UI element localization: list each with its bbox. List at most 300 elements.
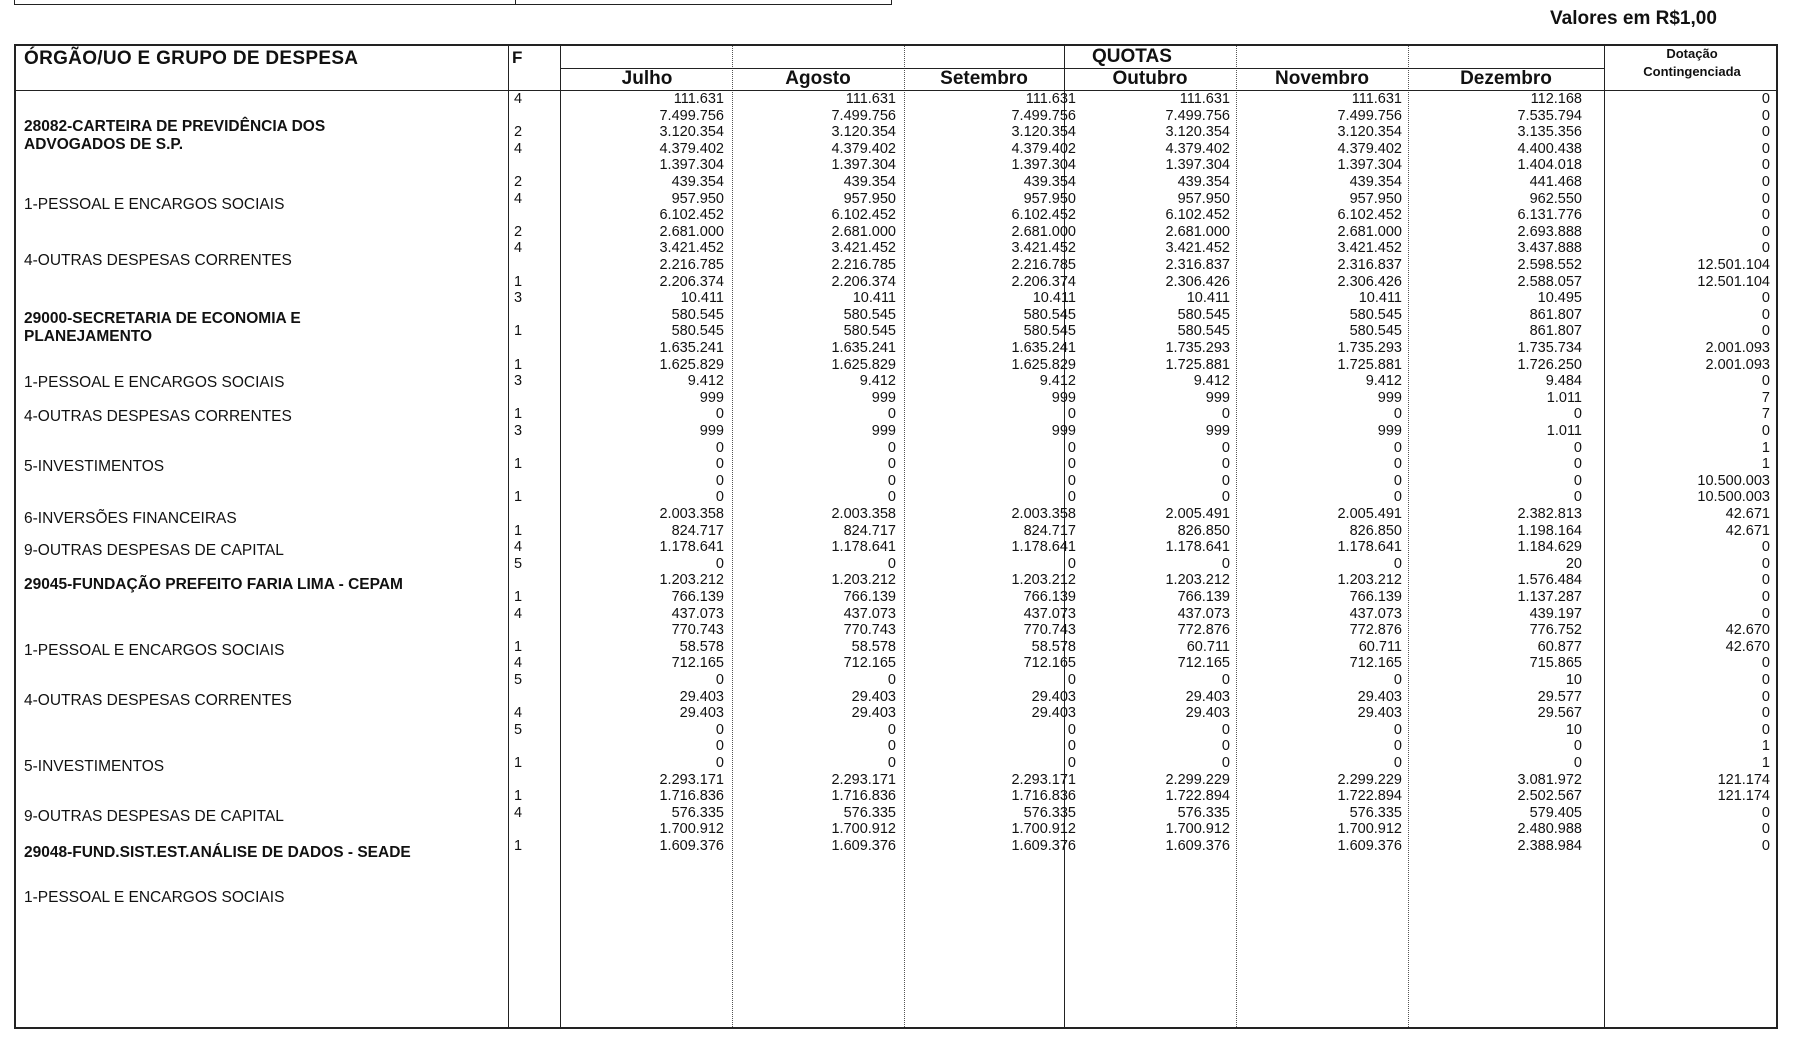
cell-value: 0 — [1761, 306, 1770, 323]
cell-value: 1 — [1761, 456, 1770, 473]
header-contingenciada: Contingenciada — [1643, 64, 1741, 79]
cell-value: 42.670 — [1725, 622, 1770, 639]
cell-value: 957.950 — [843, 190, 896, 207]
cell-value: 770.743 — [843, 622, 896, 639]
cell-value: 712.165 — [1023, 655, 1076, 672]
cell-value: 437.073 — [1349, 605, 1402, 622]
cell-value: 3.421.452 — [1165, 240, 1230, 257]
cell-value: 3.421.452 — [1011, 240, 1076, 257]
cell-value: 439.354 — [1023, 174, 1076, 190]
row-f-value: 2 — [513, 124, 523, 141]
cell-value: 3.120.354 — [659, 124, 724, 141]
cell-value: 1 — [1761, 439, 1770, 456]
cell-value: 715.865 — [1529, 655, 1582, 672]
cell-value: 439.354 — [671, 174, 724, 190]
cell-value: 0 — [1393, 472, 1402, 489]
cell-value: 0 — [1067, 439, 1076, 456]
cell-value: 1.397.304 — [1011, 157, 1076, 174]
cell-value: 0 — [1573, 755, 1582, 771]
cell-value: 2.003.358 — [831, 506, 896, 522]
group-label: 9-OUTRAS DESPESAS DE CAPITAL — [24, 542, 284, 559]
cell-value: 6.102.452 — [831, 207, 896, 224]
cell-value: 7.499.756 — [659, 107, 724, 124]
group-label: 29045-FUNDAÇÃO PREFEITO FARIA LIMA - CEPAM — [24, 576, 403, 593]
cell-value: 1.735.293 — [1165, 340, 1230, 356]
cell-value: 824.717 — [843, 522, 896, 539]
row-f-value: 4 — [513, 539, 523, 556]
group-label: 1-PESSOAL E ENCARGOS SOCIAIS — [24, 889, 285, 906]
cell-value: 0 — [887, 489, 896, 506]
cell-value: 9.412 — [1365, 373, 1402, 390]
cell-value: 42.671 — [1725, 522, 1770, 539]
cell-value: 0 — [715, 672, 724, 688]
cell-value: 7.499.756 — [1011, 107, 1076, 124]
cell-value: 0 — [887, 472, 896, 489]
cell-value: 1.137.287 — [1517, 589, 1582, 605]
cell-value: 580.545 — [843, 306, 896, 323]
cell-value: 10.411 — [1186, 290, 1230, 307]
cell-value: 0 — [715, 456, 724, 473]
cell-value: 4.379.402 — [1165, 140, 1230, 157]
cell-value: 999 — [1205, 389, 1230, 406]
cell-value: 0 — [1221, 555, 1230, 572]
cell-value: 1.735.734 — [1517, 340, 1582, 356]
cell-value: 0 — [1221, 721, 1230, 738]
col-line-novembro-dezembro — [1408, 46, 1409, 1027]
cell-value: 576.335 — [1349, 804, 1402, 821]
cell-value: 58.578 — [679, 638, 724, 655]
cell-value: 2.681.000 — [831, 223, 896, 240]
cell-value: 437.073 — [843, 605, 896, 622]
cell-value: 2.681.000 — [1165, 223, 1230, 240]
group-label: 4-OUTRAS DESPESAS CORRENTES — [24, 408, 292, 425]
cell-value: 999 — [1051, 389, 1076, 406]
cell-value: 579.405 — [1529, 804, 1582, 821]
cell-value: 439.354 — [843, 174, 896, 190]
cell-value: 42.670 — [1725, 638, 1770, 655]
header-dotacao: Dotação — [1666, 46, 1718, 61]
cell-value: 9.484 — [1545, 373, 1582, 390]
header-month-agosto: Agosto — [785, 68, 851, 89]
cell-value: 0 — [887, 738, 896, 755]
cell-value: 0 — [1761, 838, 1770, 854]
cell-value: 1.178.641 — [831, 539, 896, 556]
cell-value: 1.397.304 — [1337, 157, 1402, 174]
cell-value: 0 — [715, 489, 724, 506]
cell-value: 29.403 — [851, 705, 896, 722]
cell-value: 2.005.491 — [1165, 506, 1230, 522]
cell-value: 1.397.304 — [1165, 157, 1230, 174]
cell-value: 770.743 — [671, 622, 724, 639]
cell-value: 3.437.888 — [1517, 240, 1582, 257]
cell-value: 1.404.018 — [1517, 157, 1582, 174]
cell-value: 29.403 — [1031, 688, 1076, 705]
cell-value: 1.625.829 — [1011, 356, 1076, 373]
cell-value: 957.950 — [1349, 190, 1402, 207]
cell-value: 29.403 — [679, 705, 724, 722]
cell-value: 6.102.452 — [1337, 207, 1402, 224]
cell-value: 766.139 — [1023, 589, 1076, 605]
cell-value: 957.950 — [1023, 190, 1076, 207]
cell-value: 29.403 — [679, 688, 724, 705]
cell-value: 437.073 — [671, 605, 724, 622]
row-f-value: 1 — [513, 356, 523, 373]
cell-value: 0 — [1761, 589, 1770, 605]
cell-value: 0 — [1067, 472, 1076, 489]
units-label: Valores em R$1,00 — [1550, 8, 1717, 29]
cell-value: 0 — [1221, 406, 1230, 423]
cell-value: 111.631 — [1179, 91, 1230, 107]
group-label: 4-OUTRAS DESPESAS CORRENTES — [24, 692, 292, 709]
cell-value: 1.625.829 — [659, 356, 724, 373]
cell-value: 0 — [1393, 489, 1402, 506]
group-label: 1-PESSOAL E ENCARGOS SOCIAIS — [24, 642, 285, 659]
cell-value: 111.631 — [845, 91, 896, 107]
row-f-value: 1 — [513, 456, 523, 473]
cell-value: 10.500.003 — [1697, 472, 1770, 489]
cell-value: 0 — [1761, 555, 1770, 572]
cell-value: 2.293.171 — [831, 771, 896, 788]
cell-value: 0 — [1573, 472, 1582, 489]
cell-value: 0 — [1221, 456, 1230, 473]
cell-value: 29.403 — [1031, 705, 1076, 722]
cell-value: 7 — [1761, 389, 1770, 406]
cell-value: 861.807 — [1529, 306, 1582, 323]
cell-value: 0 — [887, 555, 896, 572]
cell-value: 0 — [1761, 605, 1770, 622]
cell-value: 0 — [1393, 456, 1402, 473]
cell-value: 0 — [887, 721, 896, 738]
row-f-value: 3 — [513, 423, 523, 439]
cell-value: 1.725.881 — [1165, 356, 1230, 373]
cell-value: 1.203.212 — [659, 572, 724, 589]
group-label: 29000-SECRETARIA DE ECONOMIA E — [24, 310, 301, 327]
cell-value: 29.577 — [1537, 688, 1582, 705]
cell-value: 576.335 — [1177, 804, 1230, 821]
cell-value: 580.545 — [1023, 306, 1076, 323]
cell-value: 1.178.641 — [1165, 539, 1230, 556]
cell-value: 957.950 — [671, 190, 724, 207]
cell-value: 0 — [887, 439, 896, 456]
cell-value: 0 — [1067, 721, 1076, 738]
cell-value: 0 — [1067, 456, 1076, 473]
cell-value: 1.700.912 — [1011, 821, 1076, 838]
row-f-value: 3 — [513, 290, 523, 307]
cell-value: 0 — [1761, 688, 1770, 705]
header-month-setembro: Setembro — [940, 68, 1028, 89]
cell-value: 2.206.374 — [659, 273, 724, 290]
cell-value: 0 — [1761, 572, 1770, 589]
cell-value: 0 — [1761, 174, 1770, 190]
cell-value: 0 — [715, 755, 724, 771]
cell-value: 0 — [887, 456, 896, 473]
cell-value: 2.316.837 — [1165, 257, 1230, 273]
cell-value: 826.850 — [1349, 522, 1402, 539]
cell-value: 0 — [1761, 223, 1770, 240]
cell-value: 1.722.894 — [1165, 788, 1230, 805]
cell-value: 439.354 — [1349, 174, 1402, 190]
row-f-value: 5 — [513, 721, 523, 738]
cell-value: 111.631 — [673, 91, 724, 107]
cell-value: 0 — [715, 721, 724, 738]
cell-value: 0 — [1761, 157, 1770, 174]
cell-value: 9.412 — [1193, 373, 1230, 390]
col-line-f-right — [560, 46, 561, 1027]
cell-value: 1.725.881 — [1337, 356, 1402, 373]
cell-value: 0 — [1761, 240, 1770, 257]
cell-value: 999 — [1051, 423, 1076, 439]
cell-value: 58.578 — [851, 638, 896, 655]
cell-value: 0 — [1761, 190, 1770, 207]
cell-value: 10.500.003 — [1697, 489, 1770, 506]
cell-value: 10.411 — [680, 290, 724, 307]
cell-value: 712.165 — [843, 655, 896, 672]
cell-value: 2.388.984 — [1517, 838, 1582, 854]
row-f-value: 5 — [513, 672, 523, 688]
cell-value: 7.499.756 — [1337, 107, 1402, 124]
cell-value: 2.480.988 — [1517, 821, 1582, 838]
cell-value: 2.216.785 — [831, 257, 896, 273]
cell-value: 1.722.894 — [1337, 788, 1402, 805]
cell-value: 121.174 — [1717, 788, 1770, 805]
cell-value: 1.203.212 — [1011, 572, 1076, 589]
cell-value: 29.403 — [1185, 688, 1230, 705]
cell-value: 1.609.376 — [1165, 838, 1230, 854]
cell-value: 576.335 — [1023, 804, 1076, 821]
group-label: 9-OUTRAS DESPESAS DE CAPITAL — [24, 808, 284, 825]
cell-value: 0 — [1573, 489, 1582, 506]
cell-value: 29.403 — [851, 688, 896, 705]
cell-value: 1.700.912 — [1337, 821, 1402, 838]
header-month-julho: Julho — [621, 68, 673, 89]
header-month-outubro: Outubro — [1112, 68, 1188, 89]
cell-value: 6.131.776 — [1517, 207, 1582, 224]
cell-value: 0 — [1221, 489, 1230, 506]
row-f-value: 4 — [513, 140, 523, 157]
cell-value: 2.216.785 — [1011, 257, 1076, 273]
cell-value: 10 — [1565, 672, 1582, 688]
cell-value: 1.203.212 — [1165, 572, 1230, 589]
cell-value: 580.545 — [1177, 323, 1230, 340]
cell-value: 0 — [1573, 456, 1582, 473]
cell-value: 112.168 — [1530, 91, 1582, 107]
cell-value: 999 — [871, 423, 896, 439]
cell-value: 0 — [1067, 755, 1076, 771]
cell-value: 1.178.641 — [1011, 539, 1076, 556]
cell-value: 0 — [1393, 406, 1402, 423]
row-f-value: 4 — [513, 190, 523, 207]
cell-value: 2.206.374 — [1011, 273, 1076, 290]
row-f-value: 4 — [513, 91, 523, 107]
cell-value: 957.950 — [1177, 190, 1230, 207]
cell-value: 999 — [1205, 423, 1230, 439]
cell-value: 770.743 — [1023, 622, 1076, 639]
row-f-value: 5 — [513, 555, 523, 572]
col-line-julho-agosto — [732, 46, 733, 1027]
cell-value: 29.403 — [1357, 688, 1402, 705]
cell-value: 4.379.402 — [831, 140, 896, 157]
cell-value: 3.120.354 — [1011, 124, 1076, 141]
cell-value: 1.635.241 — [1011, 340, 1076, 356]
header-f: F — [512, 48, 523, 67]
cell-value: 60.877 — [1537, 638, 1582, 655]
cell-value: 1.609.376 — [831, 838, 896, 854]
cell-value: 2.299.229 — [1337, 771, 1402, 788]
cell-value: 1.397.304 — [659, 157, 724, 174]
cell-value: 7.499.756 — [831, 107, 896, 124]
row-f-value: 4 — [513, 240, 523, 257]
cell-value: 7.499.756 — [1165, 107, 1230, 124]
cell-value: 1 — [1761, 738, 1770, 755]
cell-value: 2.001.093 — [1705, 356, 1770, 373]
cell-value: 1.700.912 — [659, 821, 724, 838]
group-label: 5-INVESTIMENTOS — [24, 758, 165, 775]
cell-value: 776.752 — [1529, 622, 1582, 639]
cell-value: 12.501.104 — [1697, 273, 1770, 290]
cell-value: 3.120.354 — [1337, 124, 1402, 141]
cell-value: 0 — [1573, 406, 1582, 423]
row-f-value: 1 — [513, 755, 523, 771]
cell-value: 4.379.402 — [1011, 140, 1076, 157]
cell-value: 29.403 — [1185, 705, 1230, 722]
cell-value: 0 — [1221, 472, 1230, 489]
cell-value: 1.625.829 — [831, 356, 896, 373]
cell-value: 772.876 — [1349, 622, 1402, 639]
cell-value: 60.711 — [1186, 638, 1230, 655]
cell-value: 1.609.376 — [1011, 838, 1076, 854]
cell-value: 3.120.354 — [1165, 124, 1230, 141]
cell-value: 29.403 — [1357, 705, 1402, 722]
cell-value: 1.716.836 — [659, 788, 724, 805]
col-line-outubro-novembro — [1236, 46, 1237, 1027]
cell-value: 1.716.836 — [831, 788, 896, 805]
group-label: ADVOGADOS DE S.P. — [24, 136, 184, 153]
cell-value: 10.411 — [852, 290, 896, 307]
col-line-agosto-setembro — [904, 46, 905, 1027]
header-quotas: QUOTAS — [1092, 46, 1172, 67]
cell-value: 1.184.629 — [1517, 539, 1582, 556]
cell-value: 60.711 — [1358, 638, 1402, 655]
cell-value: 1.735.293 — [1337, 340, 1402, 356]
cell-value: 0 — [887, 406, 896, 423]
row-f-value: 4 — [513, 655, 523, 672]
row-f-value: 3 — [513, 373, 523, 390]
cell-value: 580.545 — [1349, 306, 1402, 323]
cell-value: 1.011 — [1546, 389, 1582, 406]
cell-value: 999 — [1377, 423, 1402, 439]
cell-value: 12.501.104 — [1697, 257, 1770, 273]
cell-value: 42.671 — [1725, 506, 1770, 522]
cell-value: 0 — [1761, 207, 1770, 224]
cell-value: 3.120.354 — [831, 124, 896, 141]
cell-value: 7 — [1761, 406, 1770, 423]
cell-value: 2.306.426 — [1165, 273, 1230, 290]
cell-value: 0 — [715, 472, 724, 489]
cell-value: 0 — [1761, 821, 1770, 838]
cell-value: 111.631 — [1351, 91, 1402, 107]
budget-table — [14, 44, 1778, 1029]
cell-value: 111.631 — [1025, 91, 1076, 107]
cell-value: 9.412 — [859, 373, 896, 390]
cell-value: 0 — [1393, 439, 1402, 456]
row-f-value: 1 — [513, 589, 523, 605]
cell-value: 0 — [1573, 439, 1582, 456]
cell-value: 0 — [1761, 323, 1770, 340]
cell-value: 0 — [1761, 423, 1770, 439]
cell-value: 0 — [1573, 738, 1582, 755]
cell-value: 0 — [1761, 91, 1770, 107]
cell-value: 4.379.402 — [1337, 140, 1402, 157]
cell-value: 0 — [1761, 539, 1770, 556]
cell-value: 1.576.484 — [1517, 572, 1582, 589]
cell-value: 2.693.888 — [1517, 223, 1582, 240]
cell-value: 999 — [699, 423, 724, 439]
cell-value: 0 — [1393, 721, 1402, 738]
cell-value: 712.165 — [671, 655, 724, 672]
cell-value: 0 — [1761, 721, 1770, 738]
cell-value: 0 — [1067, 738, 1076, 755]
cell-value: 1 — [1761, 755, 1770, 771]
row-f-value: 1 — [513, 522, 523, 539]
cell-value: 9.412 — [1039, 373, 1076, 390]
cell-value: 1.700.912 — [831, 821, 896, 838]
cell-value: 3.135.356 — [1517, 124, 1582, 141]
cell-value: 1.700.912 — [1165, 821, 1230, 838]
cell-value: 0 — [1067, 555, 1076, 572]
group-label: 28082-CARTEIRA DE PREVIDÊNCIA DOS — [24, 118, 326, 135]
cell-value: 0 — [1393, 755, 1402, 771]
cell-value: 6.102.452 — [1165, 207, 1230, 224]
group-label: 1-PESSOAL E ENCARGOS SOCIAIS — [24, 374, 285, 391]
cell-value: 439.197 — [1529, 605, 1582, 622]
cell-value: 0 — [1067, 489, 1076, 506]
cell-value: 0 — [1221, 738, 1230, 755]
cell-value: 9.412 — [687, 373, 724, 390]
group-label: PLANEJAMENTO — [24, 328, 153, 345]
cell-value: 999 — [1377, 389, 1402, 406]
cell-value: 0 — [1761, 373, 1770, 390]
cell-value: 580.545 — [1023, 323, 1076, 340]
cell-value: 58.578 — [1031, 638, 1076, 655]
row-f-value: 1 — [513, 638, 523, 655]
cell-value: 1.198.164 — [1517, 522, 1582, 539]
cell-value: 3.081.972 — [1517, 771, 1582, 788]
row-f-value: 4 — [513, 605, 523, 622]
cell-value: 2.293.171 — [659, 771, 724, 788]
cell-value: 1.609.376 — [659, 838, 724, 854]
cell-value: 0 — [887, 672, 896, 688]
cell-value: 1.178.641 — [659, 539, 724, 556]
row-f-value: 1 — [513, 489, 523, 506]
group-label: 1-PESSOAL E ENCARGOS SOCIAIS — [24, 196, 285, 213]
cell-value: 1.178.641 — [1337, 539, 1402, 556]
cell-value: 2.003.358 — [659, 506, 724, 522]
cell-value: 1.726.250 — [1517, 356, 1582, 373]
cell-value: 580.545 — [1349, 323, 1402, 340]
cell-value: 824.717 — [671, 522, 724, 539]
cell-value: 2.306.426 — [1337, 273, 1402, 290]
cell-value: 3.421.452 — [831, 240, 896, 257]
cell-value: 437.073 — [1177, 605, 1230, 622]
cell-value: 766.139 — [843, 589, 896, 605]
cell-value: 1.397.304 — [831, 157, 896, 174]
cell-value: 0 — [1761, 804, 1770, 821]
cell-value: 2.598.552 — [1517, 257, 1582, 273]
cell-value: 0 — [1067, 406, 1076, 423]
cell-value: 999 — [871, 389, 896, 406]
cell-value: 580.545 — [671, 323, 724, 340]
cell-value: 10.411 — [1358, 290, 1402, 307]
